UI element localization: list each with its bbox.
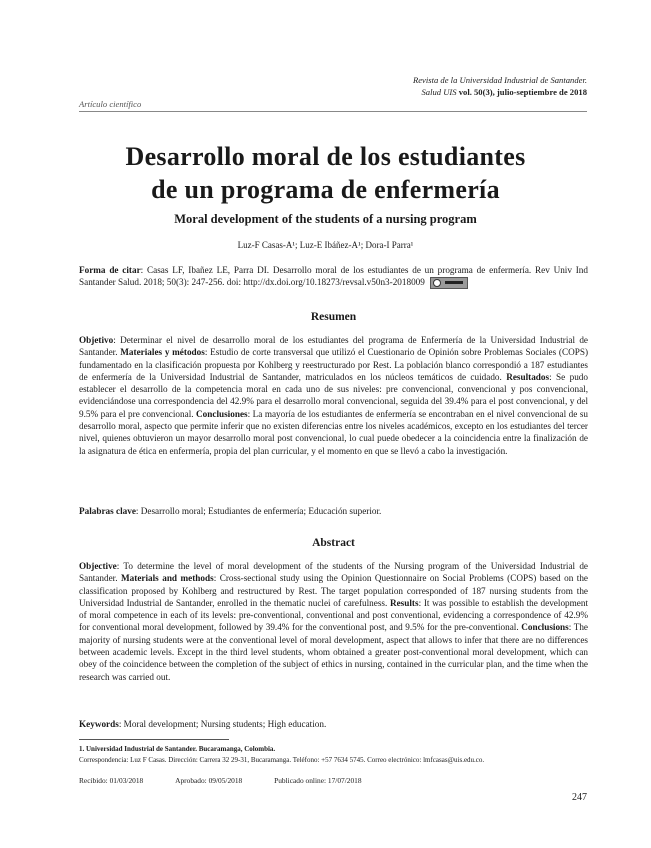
footnote-correspondence: Correspondencia: Luz F Casas. Dirección: Carrera 32 29-31, Bucaramanga. Teléfono: +57 7634 5745. Correo electrónico: lmfcasas@uis.edu.co. <box>79 756 485 764</box>
journal-name: Revista de la Universidad Industrial de Santander. <box>412 75 587 85</box>
conclusiones-text: : La mayoría de los estudiantes de enfermería se encontraban en el nivel convencional de su desarrollo moral, aspecto que permite inferir que no existen diferencias entre los niveles académicos, excepto en los estudiantes del tercer nivel, quienes obtuvieron un mayor desarrollo moral post convencional, lo cual puede obedecer a la coincidencia entre la finalización de la asignatura de ética en enfermería, propia del plan curricular, y el momento en que se llevó a cabo la investigación. <box>79 408 588 456</box>
materiales-label: Materiales y métodos <box>120 347 205 358</box>
palabras-text: : Desarrollo moral; Estudiantes de enfermería; Educación superior. <box>135 506 382 516</box>
conclusiones-label: Conclusiones <box>196 408 248 419</box>
materials-text: : Cross-sectional study using the Opinion Questionnaire on Social Problems (COPS) based on the classification proposed by Kohlberg and restructured by Rest. The target population corresponded of 187 nursing students from the Universidad Industrial de Santander, enrolled in the thematic nuclei of carefulness. <box>79 573 589 608</box>
date-published: Publicado online: 17/07/2018 <box>274 776 362 785</box>
authors: Luz-F Casas-A¹; Luz-E Ibáñez-A¹; Dora-I Parra¹ <box>237 240 414 250</box>
citation <box>79 264 588 289</box>
citation-text[interactable]: : Casas LF, Ibañez LE, Parra DI. Desarrollo moral de los estudiantes de un programa de enfermería. Rev Univ Ind Santander Salud. 2018; 50(3): 247-256. doi: http://dx.doi.org/10.18273/revsal.v50n3-2018009 <box>79 265 588 288</box>
keywords <box>79 718 588 730</box>
date-received: Recibido: 01/03/2018 <box>79 776 144 785</box>
keywords-text: : Moral development; Nursing students; High education. <box>118 719 327 729</box>
article-title <box>60 140 591 206</box>
abstract-heading: Abstract <box>312 537 355 549</box>
journal-short: Salud UIS <box>421 87 457 97</box>
resultados-text: : Se pudo establecer el desarrollo de la competencia moral en cada uno de sus niveles: pre convencional, convencional y pos convencional, evidenciándose una correspondencia del 42.9% para el desarrollo moral convencional, seguida del 39.4% para el post convencional, y del 9.5% para el pre convencional. <box>79 371 588 419</box>
resumen-body <box>79 334 588 457</box>
journal-header <box>267 74 587 98</box>
title-line-2: de un programa de enfermería <box>151 175 500 204</box>
journal-volume: vol. 50(3), julio-septiembre de 2018 <box>458 87 587 97</box>
results-text: : It was possible to establish the development of moral competence in each of its levels: pre-conventional, conventional and post conventional, evidencing a correspondence of 42.9% for conventional moral development, followed by 39.4% for the conventional post, and 9.5% for the pre-conventional. <box>79 597 588 633</box>
resumen-heading: Resumen <box>310 311 357 323</box>
footnote-divider <box>79 739 229 740</box>
objective-label: Objective <box>79 561 117 571</box>
english-title: Moral development of the students of a nursing program <box>174 212 477 226</box>
date-approved: Aprobado: 09/05/2018 <box>175 776 243 785</box>
title-line-1: Desarrollo moral de los estudiantes <box>125 142 526 171</box>
resultados-label: Resultados <box>506 371 550 382</box>
citation-label: Forma de citar <box>79 265 141 275</box>
article-dates <box>79 776 599 785</box>
objetivo-label: Objetivo <box>79 335 114 345</box>
header-divider <box>79 111 587 112</box>
conclusions-text: : The majority of nursing students were at the conventional level of moral development, aspect that allows to infer that there are no differences between academic levels. Except in the third level students, whom obtained a greater post-conventional moral development, which can obey of the coincidence between the completion of the subject of ethics in nursing, contained in the curricular plan, and the time when the research was carried out. <box>79 622 589 682</box>
section-label: Artículo científico <box>79 99 142 109</box>
abstract-body <box>79 560 588 683</box>
cc-by-badge-icon[interactable] <box>430 277 468 289</box>
objective-text: : To determine the level of moral development of the students of the Nursing program of the Universidad Industrial de Santander. <box>79 561 588 584</box>
materiales-text: : Estudio de corte transversal que utilizó el Cuestionario de Opinión sobre Problemas Sociales (COPS) fundamentado en la clasificación propuesta por Kohlberg y reestructurado por Rest. La población blanco correspondió a 187 estudiantes de enfermería de la Universidad Industrial de Santander, matriculados en los núcleos temáticos de cuidado. <box>79 347 589 382</box>
keywords-label: Keywords <box>79 719 119 729</box>
results-label: Results <box>389 597 419 608</box>
page-number: 247 <box>572 792 587 803</box>
conclusions-label: Conclusions <box>521 622 569 633</box>
footnote-affiliation: 1. Universidad Industrial de Santander. Bucaramanga, Colombia. <box>79 745 276 753</box>
materials-label: Materials and methods <box>121 573 214 584</box>
palabras-clave <box>79 505 588 517</box>
objetivo-text: : Determinar el nivel de desarrollo moral de los estudiantes del programa de Enfermería de la Universidad Industrial de Santander. <box>79 335 588 358</box>
palabras-label: Palabras clave <box>79 506 136 516</box>
